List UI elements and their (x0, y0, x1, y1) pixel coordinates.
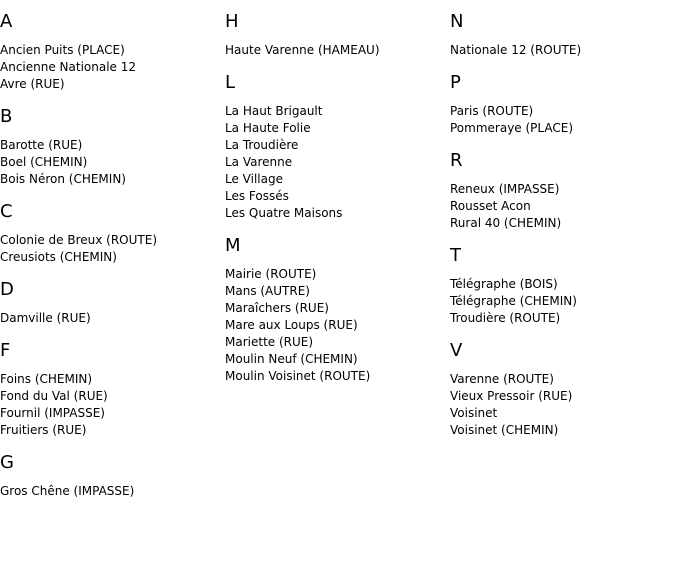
street-list-item (0, 371, 220, 388)
street-list (0, 137, 220, 188)
street-link[interactable]: Damville (RUE) (0, 311, 91, 325)
street-link[interactable]: Creusiots (CHEMIN) (0, 250, 117, 264)
street-link[interactable]: Mans (AUTRE) (225, 284, 310, 298)
street-list (0, 232, 220, 266)
letter-heading: T (450, 245, 461, 266)
street-link[interactable]: Télégraphe (BOIS) (450, 277, 558, 291)
street-link[interactable]: Nationale 12 (ROUTE) (450, 43, 582, 57)
letter-group-d (0, 278, 220, 327)
letter-heading: F (0, 340, 11, 361)
letter-heading: R (450, 150, 463, 171)
street-list-item (0, 310, 220, 327)
street-list-item (0, 249, 220, 266)
letter-heading: B (0, 106, 13, 127)
street-list (0, 42, 220, 93)
street-link[interactable]: Fond du Val (RUE) (0, 389, 108, 403)
street-link[interactable]: Haute Varenne (HAMEAU) (225, 43, 380, 57)
street-list-item (0, 388, 220, 405)
letter-group-h (225, 10, 445, 59)
street-list-item (450, 42, 670, 59)
letter-heading: V (450, 340, 463, 361)
street-list-item (450, 276, 670, 293)
letter-heading: A (0, 11, 13, 32)
street-link[interactable]: Rural 40 (CHEMIN) (450, 216, 562, 230)
street-list (225, 266, 445, 385)
street-list-item (0, 405, 220, 422)
street-link[interactable]: Les Fossés (225, 189, 289, 203)
street-list-item (0, 483, 220, 500)
street-list (0, 483, 220, 500)
street-link[interactable]: Fruitiers (RUE) (0, 423, 87, 437)
street-index-column-1 (0, 10, 220, 512)
street-link[interactable]: Foins (CHEMIN) (0, 372, 93, 386)
street-list-item (450, 310, 670, 327)
letter-heading: N (450, 11, 464, 32)
street-list (450, 42, 670, 59)
street-link[interactable]: Moulin Neuf (CHEMIN) (225, 352, 358, 366)
street-link[interactable]: Fournil (IMPASSE) (0, 406, 105, 420)
letter-group-f (0, 339, 220, 439)
street-list-item (225, 368, 445, 385)
letter-heading: L (225, 72, 236, 93)
street-list-item (0, 171, 220, 188)
street-list-item (225, 334, 445, 351)
street-list-item (0, 42, 220, 59)
street-link[interactable]: Rousset Acon (450, 199, 531, 213)
street-link[interactable]: Télégraphe (CHEMIN) (450, 294, 577, 308)
letter-heading: M (225, 235, 241, 256)
street-link[interactable]: Reneux (IMPASSE) (450, 182, 560, 196)
street-link[interactable]: Ancien Puits (PLACE) (0, 43, 125, 57)
letter-heading: H (225, 11, 239, 32)
street-list-item (450, 388, 670, 405)
letter-heading: G (0, 452, 14, 473)
letter-group-b (0, 105, 220, 188)
letter-heading: D (0, 279, 14, 300)
street-list-item (450, 120, 670, 137)
street-list-item (225, 154, 445, 171)
street-list-item (450, 405, 670, 422)
letter-group-m (225, 234, 445, 385)
street-list-item (450, 103, 670, 120)
letter-group-a (0, 10, 220, 93)
street-link[interactable]: Voisinet (CHEMIN) (450, 423, 559, 437)
street-link[interactable]: Boel (CHEMIN) (0, 155, 88, 169)
street-link[interactable]: Varenne (ROUTE) (450, 372, 554, 386)
street-list (450, 181, 670, 232)
street-list-item (225, 317, 445, 334)
street-link[interactable]: Mariette (RUE) (225, 335, 314, 349)
street-list-item (225, 283, 445, 300)
street-link[interactable]: Maraîchers (RUE) (225, 301, 329, 315)
street-list-item (450, 422, 670, 439)
street-list-item (225, 205, 445, 222)
street-link[interactable]: Voisinet (450, 406, 498, 420)
street-index-column-3 (450, 10, 670, 451)
street-list-item (225, 266, 445, 283)
letter-group-p (450, 71, 670, 137)
street-list (450, 103, 670, 137)
street-link[interactable]: Troudière (ROUTE) (450, 311, 561, 325)
street-list (0, 310, 220, 327)
street-list-item (225, 300, 445, 317)
street-list (450, 371, 670, 439)
street-link[interactable]: Vieux Pressoir (RUE) (450, 389, 573, 403)
letter-group-c (0, 200, 220, 266)
street-list (225, 42, 445, 59)
letter-group-g (0, 451, 220, 500)
street-list-item (450, 215, 670, 232)
street-link[interactable]: Colonie de Breux (ROUTE) (0, 233, 157, 247)
street-list-item (225, 188, 445, 205)
street-list-item (225, 42, 445, 59)
street-list-item (0, 232, 220, 249)
street-link[interactable]: La Varenne (225, 155, 293, 169)
street-link[interactable]: Barotte (RUE) (0, 138, 83, 152)
letter-group-r (450, 149, 670, 232)
street-list-item (450, 371, 670, 388)
street-link[interactable]: Mare aux Loups (RUE) (225, 318, 358, 332)
street-list-item (450, 293, 670, 310)
street-list (0, 371, 220, 439)
street-list-item (225, 103, 445, 120)
letter-group-v (450, 339, 670, 439)
street-list-item (0, 76, 220, 93)
street-link[interactable]: La Haut Brigault (225, 104, 323, 118)
letter-heading: C (0, 201, 13, 222)
letter-group-n (450, 10, 670, 59)
street-list-item (0, 154, 220, 171)
street-link[interactable]: La Troudière (225, 138, 299, 152)
street-link[interactable]: Avre (RUE) (0, 77, 65, 91)
street-index-column-2 (225, 10, 445, 397)
street-link[interactable]: Ancienne Nationale 12 (0, 60, 137, 74)
street-list-item (450, 198, 670, 215)
street-link[interactable]: Les Quatre Maisons (225, 206, 343, 220)
street-link[interactable]: Paris (ROUTE) (450, 104, 534, 118)
street-list (225, 103, 445, 222)
street-link[interactable]: Pommeraye (PLACE) (450, 121, 574, 135)
street-list-item (225, 351, 445, 368)
letter-group-l (225, 71, 445, 222)
street-link[interactable]: Gros Chêne (IMPASSE) (0, 484, 135, 498)
letter-heading: P (450, 72, 461, 93)
street-list-item (0, 59, 220, 76)
street-link[interactable]: Moulin Voisinet (ROUTE) (225, 369, 371, 383)
street-link[interactable]: La Haute Folie (225, 121, 311, 135)
street-link[interactable]: Bois Néron (CHEMIN) (0, 172, 126, 186)
street-list-item (225, 120, 445, 137)
letter-group-t (450, 244, 670, 327)
street-list-item (450, 181, 670, 198)
street-link[interactable]: Mairie (ROUTE) (225, 267, 317, 281)
street-list (450, 276, 670, 327)
street-list-item (0, 137, 220, 154)
street-list-item (225, 171, 445, 188)
street-list-item (225, 137, 445, 154)
street-link[interactable]: Le Village (225, 172, 283, 186)
street-list-item (0, 422, 220, 439)
